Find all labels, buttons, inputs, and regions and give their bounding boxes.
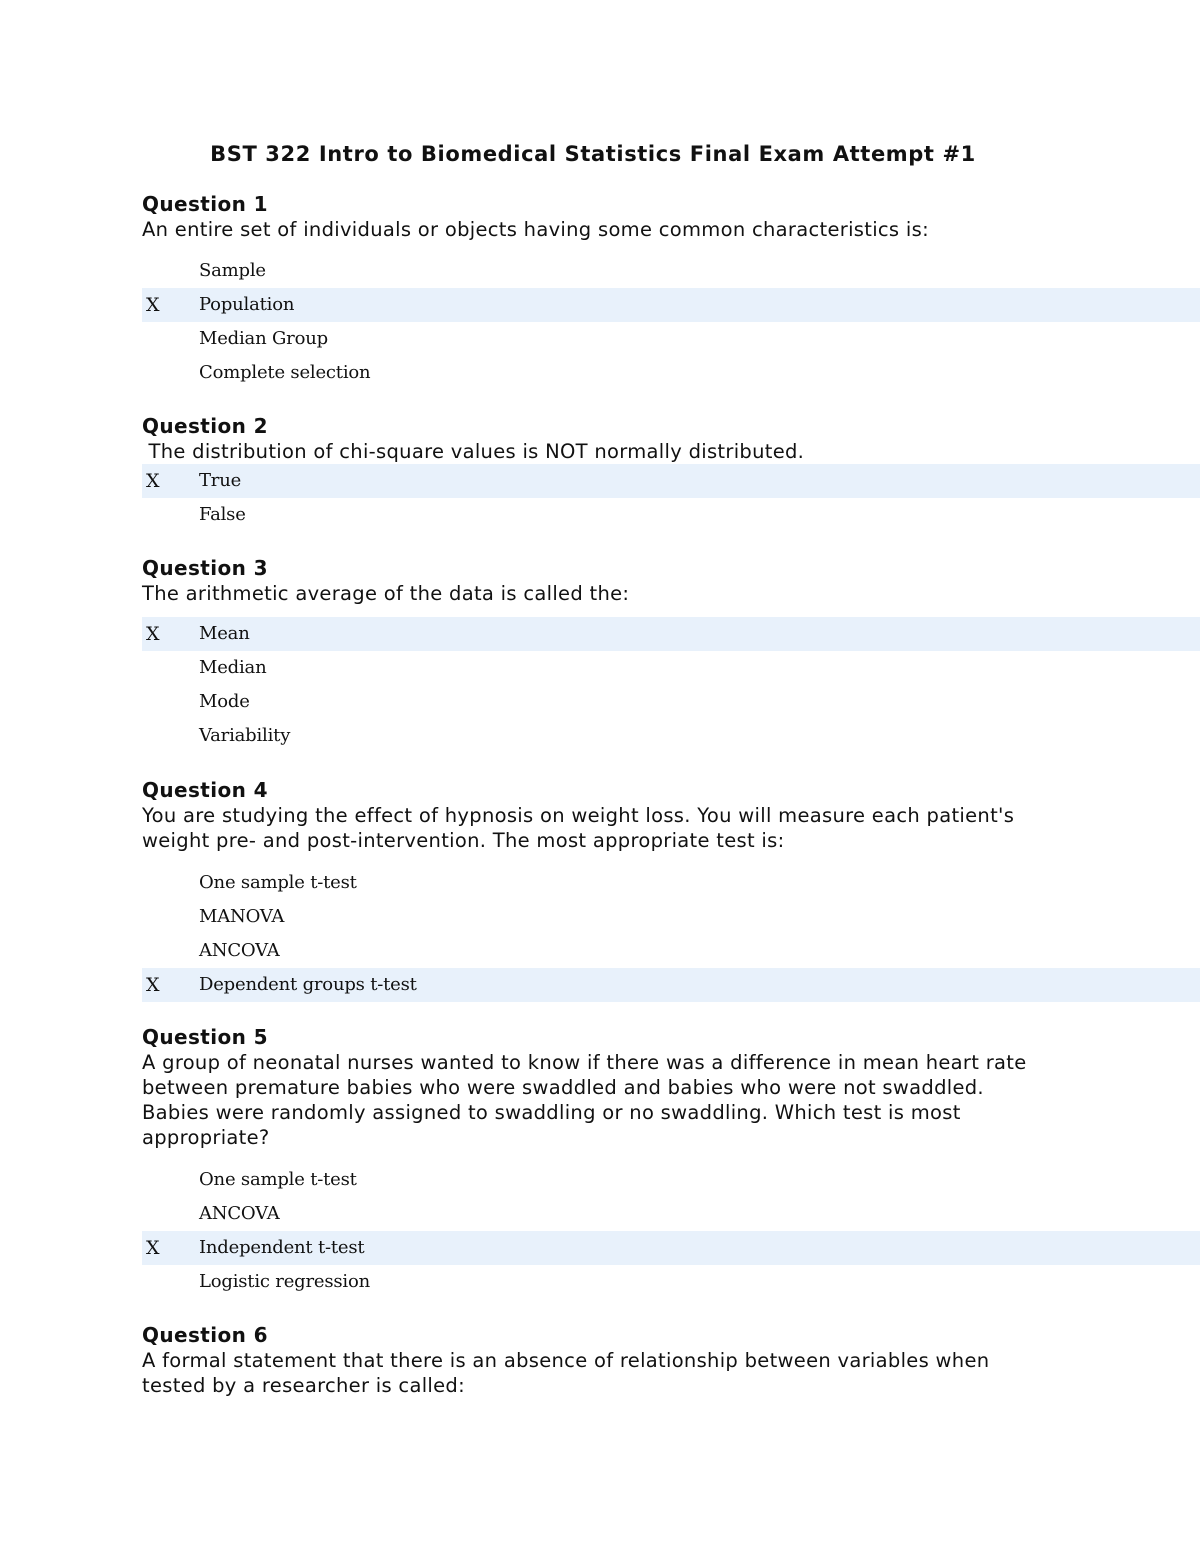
answer-options	[142, 254, 1200, 390]
answer-option[interactable]	[142, 866, 1200, 900]
answer-option-label: Median	[199, 657, 267, 678]
answer-option[interactable]	[142, 464, 1200, 498]
question-text: You are studying the effect of hypnosis on weight loss. You will measure each patient's weight pre- and post-intervention. The most appropriate test is:	[142, 804, 1021, 852]
answer-option[interactable]	[142, 498, 1200, 532]
question-6	[142, 1323, 1200, 1398]
page-title: BST 322 Intro to Biomedical Statistics Final Exam Attempt #1	[210, 142, 976, 166]
answer-options	[142, 866, 1200, 1002]
answer-option-label: False	[199, 504, 246, 525]
question-heading: Question 5	[142, 1025, 268, 1049]
answer-option[interactable]	[142, 1197, 1200, 1231]
answer-options	[142, 1163, 1200, 1299]
answer-option-label: Complete selection	[199, 362, 371, 383]
answer-option-label: Median Group	[199, 328, 328, 349]
answer-option-label: True	[199, 470, 242, 491]
answer-option[interactable]	[142, 719, 1200, 753]
answer-option[interactable]	[142, 254, 1200, 288]
answer-option-label: One sample t-test	[199, 872, 357, 893]
selected-mark: X	[146, 974, 160, 996]
question-text: The arithmetic average of the data is called the:	[142, 582, 630, 605]
answer-option[interactable]	[142, 1231, 1200, 1265]
question-text: An entire set of individuals or objects having some common characteristics is:	[142, 218, 929, 241]
question-2	[142, 414, 1200, 532]
question-1	[142, 192, 1200, 390]
question-heading: Question 4	[142, 778, 268, 802]
question-text: A group of neonatal nurses wanted to know if there was a difference in mean heart rate between premature babies who were swaddled and babies who were not swaddled. Babies were randomly assigned to swaddling or no swaddling. Which test is most appropriate?	[142, 1051, 1034, 1149]
question-text: A formal statement that there is an absence of relationship between variables when tested by a researcher is called:	[142, 1349, 996, 1397]
answer-option-label: Sample	[199, 260, 266, 281]
answer-option[interactable]	[142, 322, 1200, 356]
answer-option[interactable]	[142, 685, 1200, 719]
answer-option[interactable]	[142, 900, 1200, 934]
selected-mark: X	[146, 470, 160, 492]
answer-option[interactable]	[142, 1265, 1200, 1299]
answer-option-label: One sample t-test	[199, 1169, 357, 1190]
answer-option[interactable]	[142, 288, 1200, 322]
question-4	[142, 778, 1200, 1002]
question-heading: Question 3	[142, 556, 268, 580]
answer-option[interactable]	[142, 651, 1200, 685]
selected-mark: X	[146, 294, 160, 316]
question-text: The distribution of chi-square values is NOT normally distributed.	[142, 440, 805, 463]
answer-option[interactable]	[142, 968, 1200, 1002]
answer-option[interactable]	[142, 617, 1200, 651]
answer-option-label: Independent t-test	[199, 1237, 365, 1258]
answer-options	[142, 464, 1200, 532]
question-heading: Question 2	[142, 414, 268, 438]
answer-options	[142, 617, 1200, 753]
question-heading: Question 6	[142, 1323, 268, 1347]
question-5	[142, 1025, 1200, 1299]
answer-option[interactable]	[142, 934, 1200, 968]
answer-option[interactable]	[142, 356, 1200, 390]
answer-option[interactable]	[142, 1163, 1200, 1197]
answer-option-label: Variability	[199, 725, 291, 746]
answer-option-label: Logistic regression	[199, 1271, 370, 1292]
question-3	[142, 556, 1200, 753]
answer-option-label: ANCOVA	[199, 1203, 280, 1224]
answer-option-label: Population	[199, 294, 295, 315]
answer-option-label: Mean	[199, 623, 250, 644]
answer-option-label: MANOVA	[199, 906, 285, 927]
answer-option-label: ANCOVA	[199, 940, 280, 961]
question-heading: Question 1	[142, 192, 268, 216]
answer-option-label: Dependent groups t-test	[199, 974, 417, 995]
answer-option-label: Mode	[199, 691, 250, 712]
selected-mark: X	[146, 1237, 160, 1259]
selected-mark: X	[146, 623, 160, 645]
